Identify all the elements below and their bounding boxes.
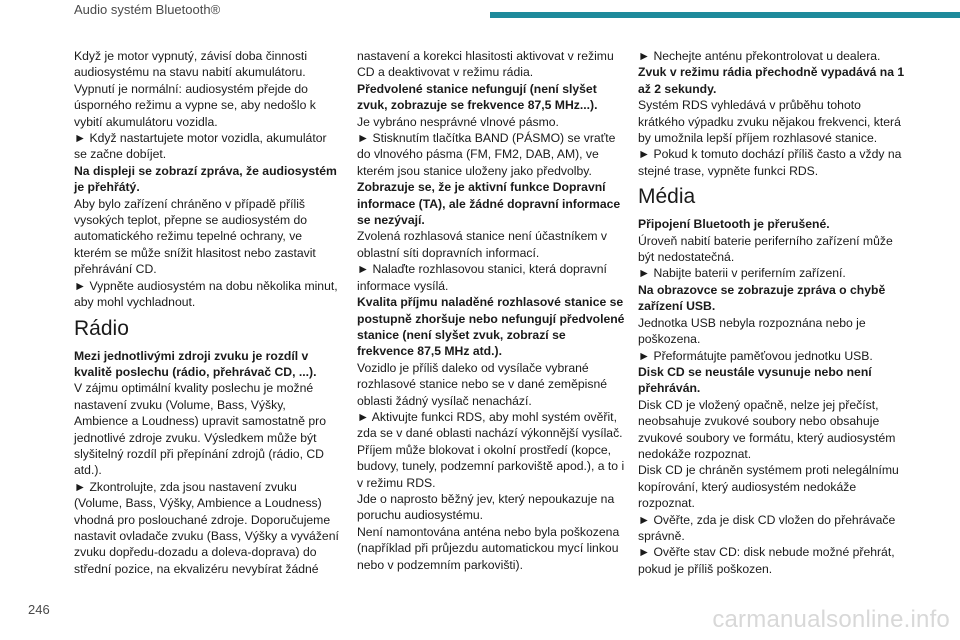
watermark: carmanualsonline.info — [712, 606, 950, 633]
subheading-paragraph: Na obrazovce se zobrazuje zpráva o chybě zařízení USB. — [638, 282, 886, 314]
body-paragraph: ► Nabijte baterii v periferním zařízení. — [638, 266, 846, 281]
header-accent-bar — [490, 12, 960, 18]
body-paragraph: Příjem může blokovat i okolní prostředí (kopce, budovy, tunely, podzemní parkoviště apod.), a to i v režimu RDS. — [357, 442, 625, 490]
body-paragraph: nastavení a korekci hlasitosti aktivovat v režimu CD a deaktivovat v režimu rádia. — [357, 49, 614, 80]
body-paragraph: Není namontována anténa nebo byla poškozena (například při průjezdu automatickou mycí linkou nebo v podzemním parkovišti). — [357, 524, 620, 572]
body-paragraph: Disk CD je vložený opačně, nelze jej přečíst, neobsahuje zvukové soubory nebo obsahuje zvukové soubory ve formátu, který audiosystém nedokáže rozpoznat. — [638, 397, 896, 461]
subheading-paragraph: Na displeji se zobrazí zpráva, že audiosystém je přehřátý. — [74, 163, 337, 195]
body-paragraph: Když je motor vypnutý, závisí doba činnosti audiosystému na stavu nabití akumulátoru. Vypnutí je normální: audiosystém přejde do úsporného režimu a vypne se, aby nedošlo k vybití akumulátoru vozidla. — [74, 49, 316, 129]
body-paragraph: ► Nalaďte rozhlasovou stanici, která dopravní informace vysílá. — [357, 262, 607, 293]
section-heading: Média — [638, 185, 696, 209]
subheading-paragraph: Předvolené stanice nefungují (není slyšet zvuk, zobrazuje se frekvence 87,5 MHz...). — [357, 81, 598, 113]
text-column-3 — [638, 48, 906, 577]
body-paragraph: Aby bylo zařízení chráněno v případě příliš vysokých teplot, přepne se audiosystém do automatického režimu tepelné ochrany, ve kterém se může snížit hlasitost nebo zastavit přehrávání CD. — [74, 196, 316, 277]
body-paragraph: Systém RDS vyhledává v průběhu tohoto krátkého výpadku zvuku nějakou frekvenci, která by umožnila lepší příjem rozhlasové stanice. — [638, 98, 901, 146]
body-paragraph: Zvolená rozhlasová stanice není účastníkem v oblastní síti dopravních informací. — [357, 229, 607, 260]
body-paragraph: ► Stisknutím tlačítka BAND (PÁSMO) se vraťte do vlnového pásma (FM, FM2, DAB, AM), ve kterém jsou stanice uloženy jako předvolby. — [357, 131, 616, 178]
body-paragraph: ► Když nastartujete motor vozidla, akumulátor se začne dobíjet. — [74, 131, 327, 162]
subheading-paragraph: Mezi jednotlivými zdroji zvuku je rozdíl v kvalitě poslechu (rádio, přehrávač CD, ...). — [74, 348, 317, 379]
body-paragraph: ► Pokud k tomuto dochází příliš často a vždy na stejné trase, vypněte funkci RDS. — [638, 147, 902, 178]
body-paragraph: ► Vypněte audiosystém na dobu několika minut, aby mohl vychladnout. — [74, 278, 338, 310]
body-paragraph: Je vybráno nesprávné vlnové pásmo. — [357, 114, 559, 129]
body-paragraph: ► Ověřte, zda je disk CD vložen do přehrávače správně. — [638, 512, 896, 543]
text-column-2 — [357, 48, 625, 573]
subheading-paragraph: Zvuk v režimu rádia přechodně vypadává na 1 až 2 sekundy. — [638, 65, 905, 96]
body-paragraph: Vozidlo je příliš daleko od vysílače vybrané rozhlasové stanice nebo se v dané zeměpisné oblasti žádný vysílač nenachází. — [357, 360, 607, 408]
body-paragraph: Jde o naprosto běžný jev, který nepoukazuje na poruchu audiosystému. — [357, 491, 615, 523]
body-paragraph: Jednotka USB nebyla rozpoznána nebo je poškozena. — [638, 315, 866, 347]
page-header-title: Audio systém Bluetooth® — [74, 2, 221, 17]
subheading-paragraph: Kvalita příjmu naladěné rozhlasové stanice se postupně zhoršuje nebo nefungují předvolené stanice (není slyšet zvuk, zobrazí se frekvence 87,5 MHz atd.). — [357, 295, 625, 359]
body-paragraph: ► Zkontrolujte, zda jsou nastavení zvuku (Volume, Bass, Výšky, Ambience a Loudness) vhodná pro poslouchané zdroje. Doporučujeme nastavit ovladače zvuku (Bass, Výšky a vyvážení zvuku dopředu-dozadu a doleva-doprava) do střední pozice, na ekvalizéru nevybírat žádné — [74, 479, 339, 576]
body-paragraph: Úroveň nabití baterie periferního zařízení může být nedostatečná. — [638, 233, 893, 265]
text-column-1 — [74, 48, 342, 577]
body-paragraph: ► Aktivujte funkci RDS, aby mohl systém ověřit, zda se v dané oblasti nachází výkonnější vysílač. — [357, 409, 623, 441]
body-paragraph: Disk CD je chráněn systémem proti nelegálnímu kopírování, který audiosystém nedokáže rozpoznat. — [638, 463, 899, 511]
subheading-paragraph: Připojení Bluetooth je přerušené. — [638, 217, 830, 232]
body-paragraph: ► Ověřte stav CD: disk nebude možné přehrát, pokud je příliš poškozen. — [638, 545, 895, 576]
page-number: 246 — [28, 602, 50, 617]
body-paragraph: ► Přeformátujte paměťovou jednotku USB. — [638, 348, 873, 363]
section-heading: Rádio — [74, 316, 129, 340]
body-paragraph: ► Nechejte anténu překontrolovat u dealera. — [638, 49, 881, 63]
body-paragraph: V zájmu optimální kvality poslechu je možné nastavení zvuku (Volume, Bass, Výšky, Ambience a Loudness) upravit samostatně pro jednotlivé zdroje zvuku. Výsledkem může být slyšitelný rozdíl při přepínání zdrojů (rádio, CD atd.). — [74, 381, 327, 478]
subheading-paragraph: Disk CD se neustále vysunuje nebo není přehráván. — [638, 364, 872, 396]
subheading-paragraph: Zobrazuje se, že je aktivní funkce Dopravní informace (TA), ale žádné dopravní informace se nezývají. — [357, 180, 621, 228]
